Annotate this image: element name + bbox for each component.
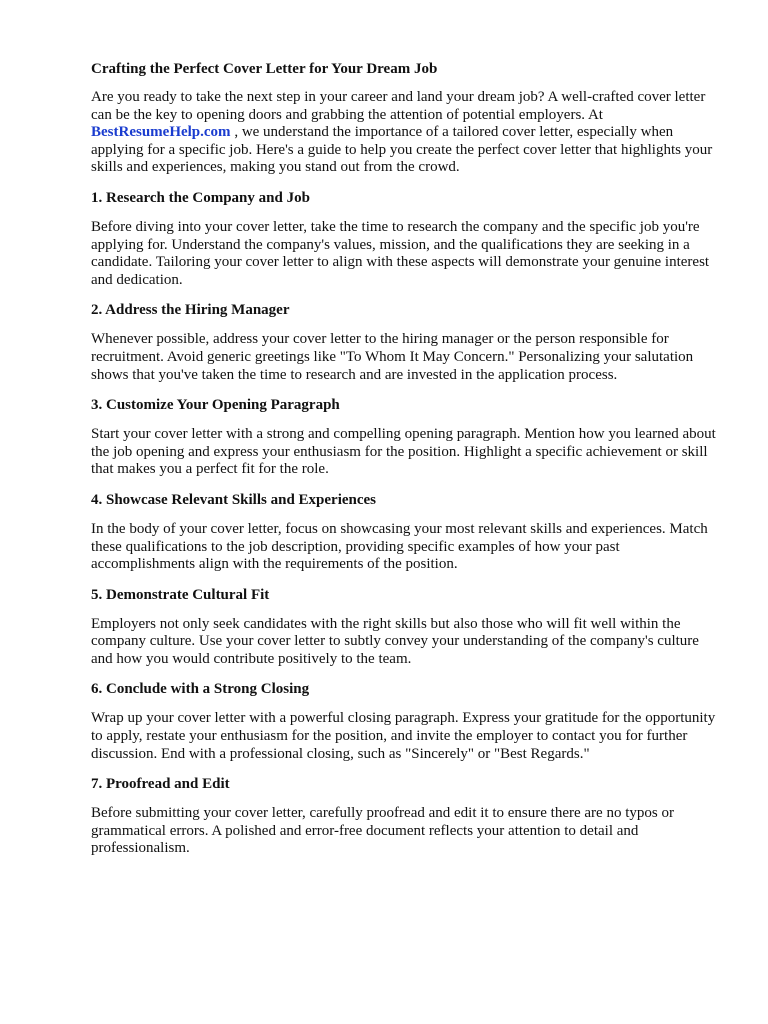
section-heading-skills: 4. Showcase Relevant Skills and Experiences [91, 491, 377, 508]
bestresumehelp-link[interactable]: BestResumeHelp.com [91, 124, 231, 141]
section-body-closing: Wrap up your cover letter with a powerful closing paragraph. Express your gratitude for the opportunity to apply, restate your enthusiasm for the position, and invite the employer to contact you for further discussion. End with a professional closing, such as "Sincerely" or "Best Regards." [91, 710, 716, 762]
intro-paragraph [91, 89, 724, 177]
section-body-opening-paragraph: Start your cover letter with a strong and compelling opening paragraph. Mention how you learned about the job opening and express your enthusiasm for the position. Highlight a specific achievement or skill that makes you a perfect fit for the role. [91, 426, 716, 478]
section-body-hiring-manager: Whenever possible, address your cover letter to the hiring manager or the person responsible for recruitment. Avoid generic greetings like "To Whom It May Concern." Personalizing your salutation shows that you've taken the time to research and are invested in the application process. [91, 331, 694, 383]
section-heading-hiring-manager: 2. Address the Hiring Manager [91, 302, 290, 319]
section-body-proofread: Before submitting your cover letter, carefully proofread and edit it to ensure there are no typos or grammatical errors. A polished and error-free document reflects your attention to detail and professionalism. [91, 805, 674, 857]
section-heading-closing: 6. Conclude with a Strong Closing [91, 681, 310, 698]
intro-text-after-link: , we understand the importance of a tailored cover letter, especially when applying for a specific job. Here's a guide to help you create the perfect cover letter that highlights your skills and experiences, making you stand out from the crowd. [91, 124, 713, 176]
section-body-research: Before diving into your cover letter, take the time to research the company and the specific job you're applying for. Understand the company's values, mission, and the qualifications they are seeking in a candidate. Tailoring your cover letter to align with these aspects will demonstrate your genuine interest and dedication. [91, 218, 710, 288]
section-heading-cultural-fit: 5. Demonstrate Cultural Fit [91, 586, 270, 603]
document-title: Crafting the Perfect Cover Letter for Your Dream Job [91, 61, 438, 77]
section-heading-research: 1. Research the Company and Job [91, 189, 310, 206]
section-body-skills: In the body of your cover letter, focus on showcasing your most relevant skills and experiences. Match these qualifications to the job description, providing specific examples of how your past accomplishments align with the requirements of the position. [91, 520, 708, 573]
intro-text-before-link: Are you ready to take the next step in your career and land your dream job? A well-crafted cover letter can be the key to opening doors and grabbing the attention of potential employers. At [91, 89, 706, 123]
section-heading-proofread: 7. Proofread and Edit [91, 776, 230, 793]
section-body-cultural-fit: Employers not only seek candidates with the right skills but also those who will fit well within the company culture. Use your cover letter to subtly convey your understanding of the company's culture and how you would contribute positively to the team. [91, 615, 699, 667]
section-heading-opening-paragraph: 3. Customize Your Opening Paragraph [91, 397, 340, 414]
